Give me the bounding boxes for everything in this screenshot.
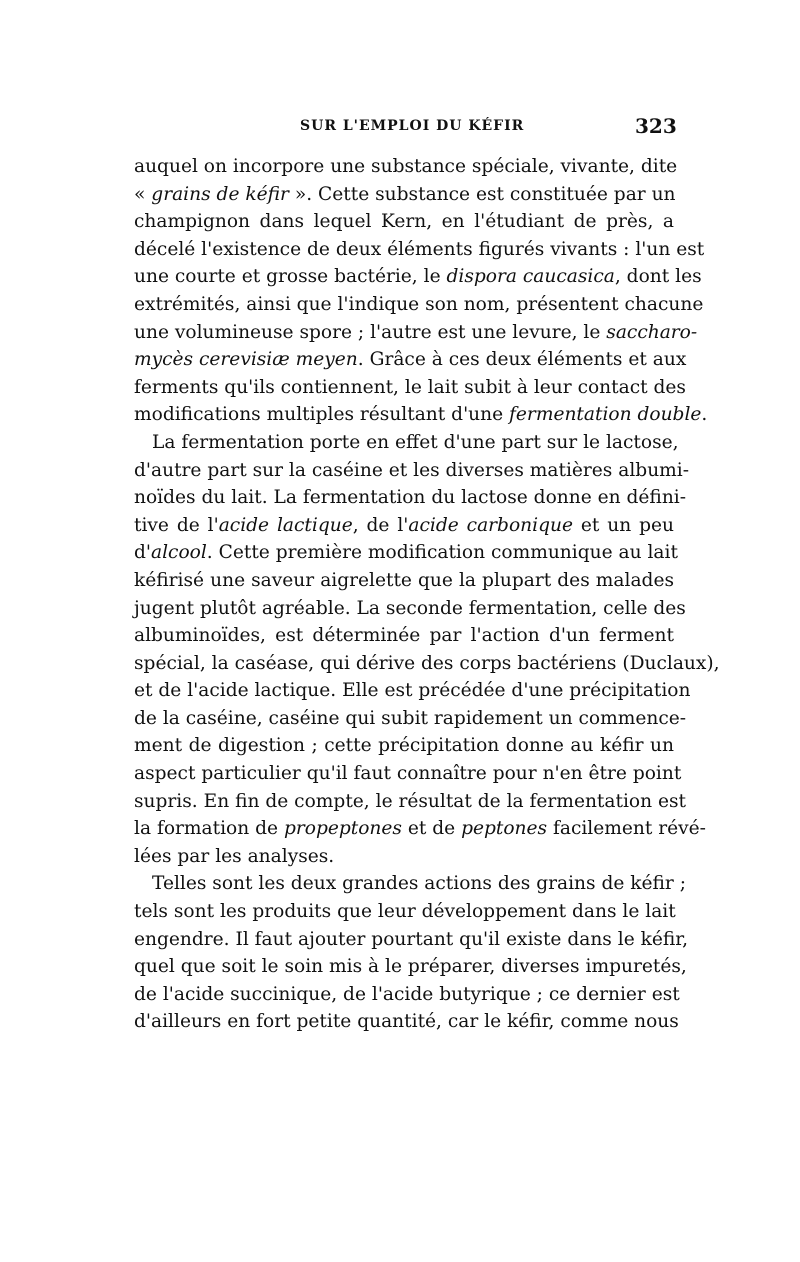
text-run: une volumineuse spore ; l'autre est une levure, le — [134, 321, 607, 343]
text-line — [134, 788, 686, 816]
text-line — [134, 870, 686, 898]
text-run: , dont les — [614, 266, 702, 288]
text-run: supris. En fin de compte, le résultat de la fermentation est — [134, 790, 686, 812]
text-line — [134, 926, 689, 954]
text-run: ». Cette substance est constituée par un — [288, 183, 676, 205]
text-line — [134, 181, 674, 209]
italic-term: dispora caucasica — [446, 266, 615, 288]
text-line — [134, 319, 698, 347]
text-line — [134, 732, 674, 760]
italic-term: saccharo- — [606, 321, 698, 343]
text-run: d' — [134, 542, 152, 564]
text-run: engendre. Il faut ajouter pourtant qu'il existe dans le kéfir, — [134, 928, 689, 950]
text-run: . Cette première modification communique au lait — [206, 542, 678, 564]
text-run: facilement révé- — [547, 818, 706, 840]
text-line — [134, 457, 690, 485]
text-run: Telles sont les deux grandes actions des grains de kéfir ; — [152, 873, 686, 895]
text-line — [134, 622, 674, 650]
page-number: 323 — [635, 114, 677, 138]
text-run: aspect particulier qu'il faut connaître pour n'en être point — [134, 763, 682, 785]
italic-term: grains de kéfir — [151, 183, 289, 205]
text-run: albuminoïdes, est déterminée par l'action d'un ferment — [134, 625, 674, 647]
text-run: tels sont les produits que leur développement dans le lait — [134, 901, 676, 923]
text-run: et un peu — [572, 514, 674, 536]
text-run: d'autre part sur la caséine et les diverses matières albumi- — [134, 459, 690, 481]
text-line — [134, 567, 674, 595]
text-run: décelé l'existence de deux éléments figurés vivants : l'un est — [134, 238, 705, 260]
text-run: lées par les analyses. — [134, 845, 335, 867]
text-line — [134, 898, 674, 926]
text-run: une courte et grosse bactérie, le — [134, 266, 447, 288]
italic-term: alcool — [151, 542, 207, 564]
text-run: de l'acide succinique, de l'acide butyrique ; ce dernier est — [134, 983, 680, 1005]
italic-term: mycès cerevisiæ meyen — [134, 349, 358, 371]
text-run: la formation de — [134, 818, 284, 840]
text-line — [134, 815, 706, 843]
text-run: spécial, la caséase, qui dérive des corps bactériens (Duclaux), — [134, 652, 720, 674]
text-line — [134, 539, 678, 567]
text-run: . Grâce à ces deux éléments et aux — [357, 349, 687, 371]
text-line — [134, 650, 720, 678]
text-run: auquel on incorpore une substance spéciale, vivante, dite — [134, 156, 678, 177]
text-line — [134, 484, 687, 512]
text-line — [134, 291, 704, 319]
text-line — [134, 374, 686, 402]
italic-term: fermentation double — [509, 404, 702, 426]
text-run: ment de digestion ; cette précipitation donne au kéfir un — [134, 735, 674, 757]
text-run: kéfirisé une saveur aigrelette que la plupart des malades — [134, 569, 674, 591]
text-run: champignon dans lequel Kern, en l'étudiant de près, a — [134, 211, 674, 233]
text-run: La fermentation porte en effet d'une part sur le lactose, — [152, 431, 679, 453]
text-line — [134, 981, 680, 1009]
text-line — [134, 236, 705, 264]
italic-term: peptones — [461, 818, 548, 840]
text-run: modifications multiples résultant d'une — [134, 404, 510, 426]
italic-term: propeptones — [283, 818, 402, 840]
italic-term: acide carbonique — [408, 514, 573, 536]
text-run: noïdes du lait. La fermentation du lactose donne en défini- — [134, 487, 687, 509]
text-line — [134, 1008, 679, 1036]
text-line — [134, 401, 708, 429]
text-run: , de l' — [352, 514, 409, 536]
text-run: . — [701, 404, 708, 426]
text-run: jugent plutôt agréable. La seconde fermentation, celle des — [134, 597, 686, 619]
text-run: extrémités, ainsi que l'indique son nom, présentent chacune — [134, 293, 704, 315]
text-run: et de — [401, 818, 462, 840]
body-text — [134, 153, 720, 1036]
text-line — [134, 953, 687, 981]
text-line — [134, 263, 702, 291]
running-title: SUR L'EMPLOI DU KÉFIR — [300, 118, 525, 134]
page-header — [0, 114, 800, 144]
text-line — [134, 512, 674, 540]
italic-term: acide lactique — [218, 514, 353, 536]
text-line — [134, 153, 678, 181]
text-run: de la caséine, caséine qui subit rapidement un commence- — [134, 707, 687, 729]
text-run: tive de l' — [134, 514, 219, 536]
text-line — [134, 760, 682, 788]
text-run: quel que soit le soin mis à le préparer, diverses impuretés, — [134, 956, 687, 978]
text-line — [134, 208, 674, 236]
text-line — [134, 843, 674, 871]
text-run: « — [134, 183, 152, 205]
text-run: et de l'acide lactique. Elle est précédée d'une précipitation — [134, 680, 691, 702]
text-line — [134, 346, 687, 374]
text-line — [134, 705, 687, 733]
text-run: d'ailleurs en fort petite quantité, car le kéfir, comme nous — [134, 1011, 679, 1033]
text-line — [134, 429, 679, 457]
text-line — [134, 595, 686, 623]
text-line — [134, 677, 691, 705]
text-run: ferments qu'ils contiennent, le lait subit à leur contact des — [134, 376, 686, 398]
